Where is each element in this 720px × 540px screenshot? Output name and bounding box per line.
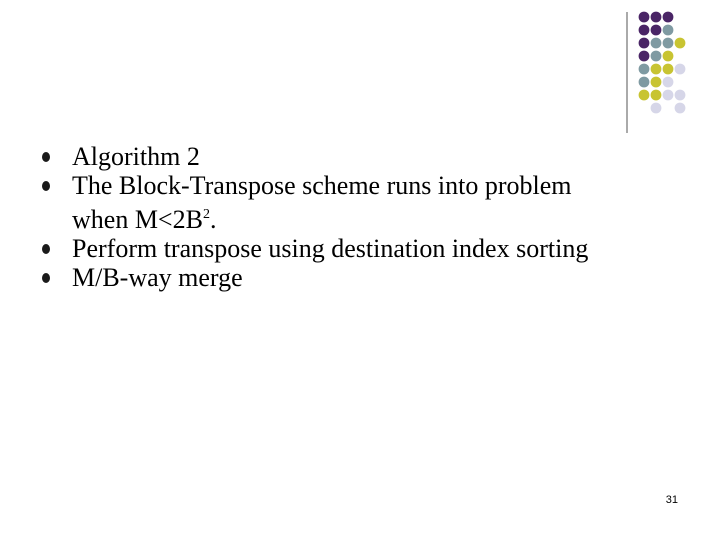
decorative-dot bbox=[639, 12, 650, 23]
decorative-dot bbox=[663, 90, 674, 101]
bullet-item bbox=[42, 171, 682, 234]
decorative-dot bbox=[675, 103, 686, 114]
continuation-tail: . bbox=[209, 205, 217, 234]
bullet-dot-icon bbox=[42, 273, 50, 283]
bullet-dot-icon bbox=[42, 152, 50, 162]
decorative-dot-grid bbox=[0, 0, 720, 140]
bullet-text: Algorithm 2 bbox=[72, 142, 200, 171]
decorative-dot bbox=[651, 64, 662, 75]
decorative-dot bbox=[675, 38, 686, 49]
bullet-dot-icon bbox=[42, 181, 50, 191]
page-number: 31 bbox=[665, 494, 678, 506]
decorative-dot bbox=[651, 25, 662, 36]
decorative-dot bbox=[651, 77, 662, 88]
bullet-item bbox=[42, 142, 682, 171]
bullet-text: M/B-way merge bbox=[72, 263, 243, 292]
continuation-text: when M<2B bbox=[72, 205, 203, 234]
bullet-item bbox=[42, 263, 682, 292]
decorative-dot bbox=[651, 38, 662, 49]
decorative-dot bbox=[663, 64, 674, 75]
decorative-dot bbox=[639, 90, 650, 101]
decorative-dot bbox=[639, 25, 650, 36]
superscript: 2 bbox=[202, 207, 210, 222]
decorative-dot bbox=[639, 64, 650, 75]
bullet-text: Perform transpose using destination index sorting bbox=[72, 234, 589, 263]
decorative-dot bbox=[639, 77, 650, 88]
decorative-dot bbox=[663, 12, 674, 23]
decorative-dot bbox=[651, 51, 662, 62]
decorative-dot bbox=[675, 90, 686, 101]
bullet-text: The Block-Transpose scheme runs into problem bbox=[72, 171, 572, 200]
bullet-item bbox=[42, 234, 682, 263]
bullet-text-continuation bbox=[72, 200, 682, 234]
decorative-dot bbox=[663, 77, 674, 88]
decorative-dot bbox=[639, 38, 650, 49]
bullet-dot-icon bbox=[42, 244, 50, 254]
decorative-dot bbox=[663, 51, 674, 62]
bullet-list bbox=[42, 142, 682, 292]
decorative-dot bbox=[663, 38, 674, 49]
decorative-dot bbox=[651, 90, 662, 101]
decorative-dot bbox=[651, 12, 662, 23]
decorative-dot bbox=[663, 25, 674, 36]
decorative-dot bbox=[639, 51, 650, 62]
decorative-dot bbox=[651, 103, 662, 114]
decorative-dot bbox=[675, 64, 686, 75]
